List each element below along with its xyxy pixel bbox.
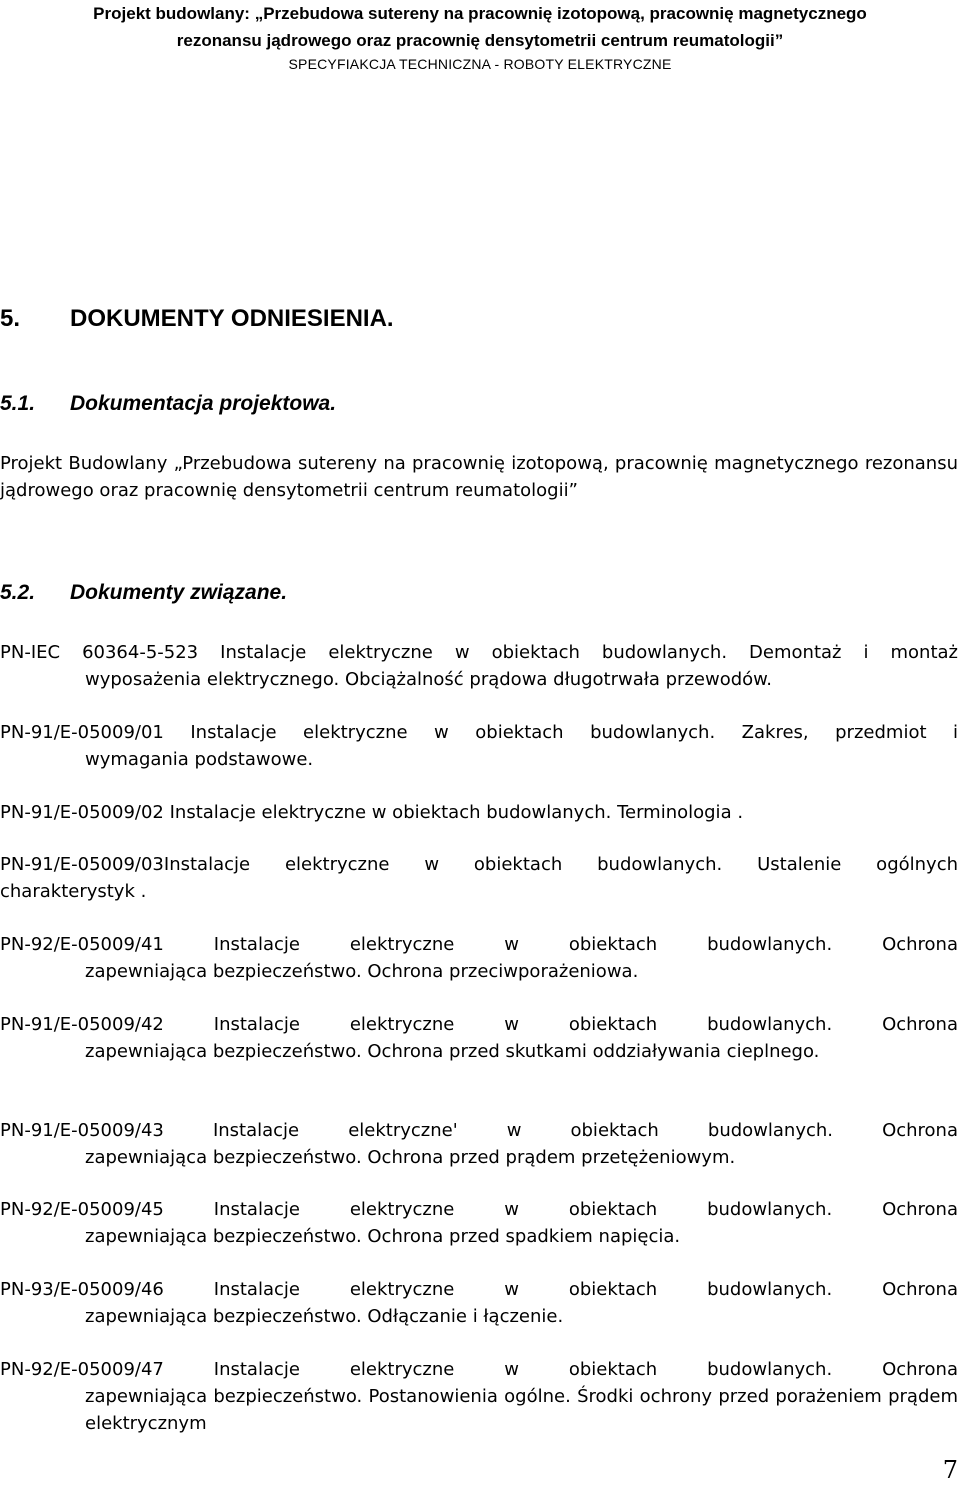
reference-item	[0, 1356, 958, 1437]
reference-continuation: zapewniająca bezpieczeństwo. Ochrona przed spadkiem napięcia.	[85, 1226, 681, 1247]
subsection-heading-5-2	[0, 580, 287, 606]
subsection-number: 5.2.	[0, 581, 36, 604]
reference-item	[0, 1276, 958, 1330]
reference-line-1: PN-92/E-05009/45 Instalacje elektryczne w obiektach budowlanych. Ochrona	[0, 1199, 958, 1220]
reference-item	[0, 851, 958, 905]
reference-item	[0, 931, 958, 985]
subsection-title: Dokumenty związane.	[70, 581, 288, 604]
subsection-title: Dokumentacja projektowa.	[70, 392, 337, 415]
reference-continuation: zapewniająca bezpieczeństwo. Ochrona przeciwporażeniowa.	[85, 961, 639, 982]
reference-line-1: PN-91/E-05009/03Instalacje elektryczne w obiektach budowlanych. Ustalenie ogólnych	[0, 854, 958, 875]
section-heading	[0, 304, 394, 334]
reference-line-1: PN-92/E-05009/41 Instalacje elektryczne w obiektach budowlanych. Ochrona	[0, 934, 958, 955]
reference-line-1: PN-91/E-05009/01 Instalacje elektryczne w obiektach budowlanych. Zakres, przedmiot i	[0, 722, 958, 743]
subsection-heading-5-1	[0, 391, 336, 417]
reference-item	[0, 1117, 958, 1171]
reference-line-1: PN-IEC 60364-5-523 Instalacje elektryczne w obiektach budowlanych. Demontaż i montaż	[0, 642, 958, 663]
section-number: 5.	[0, 305, 21, 332]
subsection-number: 5.1.	[0, 392, 36, 415]
reference-item	[0, 1196, 958, 1250]
section-title: DOKUMENTY ODNIESIENIA.	[70, 305, 394, 332]
header-subtitle: SPECYFIAKCJA TECHNICZNA - ROBOTY ELEKTRYCZNE	[288, 56, 672, 72]
project-paragraph: Projekt Budowlany „Przebudowa sutereny na pracownię izotopową, pracownię magnetycznego rezonansu jądrowego oraz pracownię densytometrii centrum reumatologii”	[0, 453, 958, 501]
reference-item	[0, 719, 958, 773]
reference-item	[0, 799, 958, 826]
reference-line-1: PN-93/E-05009/46 Instalacje elektryczne w obiektach budowlanych. Ochrona	[0, 1279, 958, 1300]
reference-line-1: PN-92/E-05009/47 Instalacje elektryczne w obiektach budowlanych. Ochrona	[0, 1359, 958, 1380]
reference-continuation: zapewniająca bezpieczeństwo. Ochrona przed skutkami oddziaływania cieplnego.	[85, 1041, 820, 1062]
reference-line-1: PN-91/E-05009/43 Instalacje elektryczne' w obiektach budowlanych. Ochrona	[0, 1120, 958, 1141]
header-title-line-2: rezonansu jądrowego oraz pracownię densytometrii centrum reumatologii”	[176, 31, 784, 50]
page-header	[0, 0, 960, 74]
header-title-line-1: Projekt budowlany: „Przebudowa sutereny na pracownię izotopową, pracownię magnetycznego	[93, 4, 867, 23]
reference-item	[0, 1011, 958, 1065]
reference-continuation: charakterystyk .	[0, 881, 147, 902]
page-number: 7	[942, 1456, 958, 1484]
reference-continuation: zapewniająca bezpieczeństwo. Odłączanie i łączenie.	[85, 1306, 564, 1327]
reference-line-1: PN-91/E-05009/02 Instalacje elektryczne w obiektach budowlanych. Terminologia .	[0, 802, 744, 823]
reference-continuation: wyposażenia elektrycznego. Obciążalność prądowa długotrwała przewodów.	[85, 669, 772, 690]
reference-line-1: PN-91/E-05009/42 Instalacje elektryczne w obiektach budowlanych. Ochrona	[0, 1014, 958, 1035]
reference-continuation: zapewniająca bezpieczeństwo. Ochrona przed prądem przetężeniowym.	[85, 1147, 736, 1168]
reference-continuation: zapewniająca bezpieczeństwo. Postanowienia ogólne. Środki ochrony przed porażeniem prądem elektrycznym	[85, 1386, 958, 1434]
reference-continuation: wymagania podstawowe.	[85, 749, 314, 770]
reference-item	[0, 639, 958, 693]
